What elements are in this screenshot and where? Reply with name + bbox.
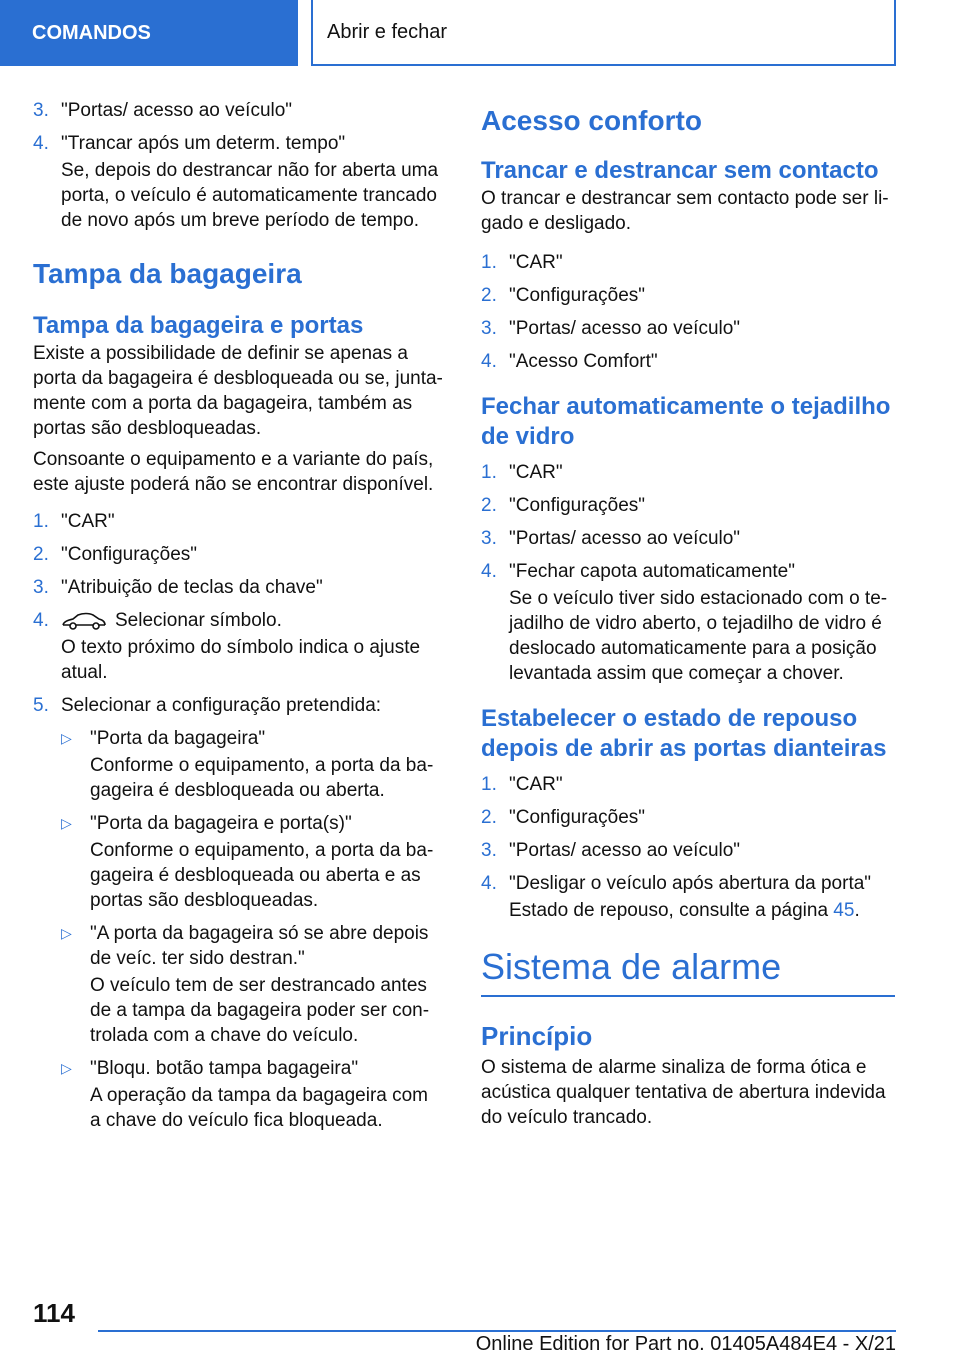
list-number: 3.: [481, 528, 497, 549]
paragraph: Consoante o equipamento e a variante do país, este ajuste poderá não se encontrar disponível.: [33, 449, 434, 495]
list-number: 3.: [481, 840, 497, 861]
list-number: 5.: [33, 695, 49, 716]
list-text: "Portas/ acesso ao veículo": [509, 528, 741, 549]
list-text: "CAR": [509, 774, 563, 795]
option-item: [61, 811, 443, 836]
list-number: 1.: [481, 462, 497, 483]
list-item: [33, 131, 443, 156]
subheading-trunk-doors: Tampa da bagageira e portas: [33, 312, 364, 339]
subheading-keyless: Trancar e destrancar sem contacto: [481, 157, 879, 184]
car-icon: [61, 611, 107, 631]
option-description: A operação da tampa da bagageira com a chave do veículo fica bloqueada.: [90, 1085, 429, 1131]
list-number: 3.: [33, 577, 49, 598]
option-label: "Porta da bagageira": [90, 728, 266, 749]
list-number: 2.: [481, 495, 497, 516]
edition-note: Online Edition for Part no. 01405A484E4 - X/21: [475, 1333, 896, 1355]
triangle-bullet-icon: ▷: [61, 815, 72, 831]
list-number: 1.: [481, 774, 497, 795]
option-label: "A porta da bagageira só se abre depois de veíc. ter sido destran.": [90, 923, 429, 969]
list-item: [481, 772, 895, 797]
list-text: Selecionar a configuração pretendida:: [61, 695, 382, 716]
left-column: [33, 98, 443, 1141]
list-item: [33, 509, 443, 534]
footer-divider: [98, 1330, 896, 1332]
heading-trunk: Tampa da bagageira: [33, 258, 302, 289]
list-text: "Configurações": [509, 807, 646, 828]
list-number: 1.: [481, 252, 497, 273]
paragraph: O trancar e destrancar sem contacto pode ser li-gado e desligado.: [481, 188, 889, 234]
list-text: "CAR": [61, 511, 115, 532]
list-item: [33, 608, 443, 633]
list-item: [481, 559, 895, 584]
list-number: 2.: [481, 807, 497, 828]
list-item: [481, 871, 895, 896]
list-text: "Configurações": [61, 544, 198, 565]
list-text: "CAR": [509, 462, 563, 483]
list-item: [481, 493, 895, 518]
list-item: [481, 349, 895, 374]
list-number: 4.: [33, 133, 49, 154]
list-number: 3.: [33, 100, 49, 121]
list-number: 2.: [33, 544, 49, 565]
list-text: Selecionar símbolo.: [115, 610, 282, 631]
option-item: [61, 921, 443, 971]
triangle-bullet-icon: ▷: [61, 730, 72, 746]
list-text: "Portas/ acesso ao veículo": [509, 840, 741, 861]
list-item: [33, 98, 443, 123]
subheading-glass-roof: Fechar automaticamente o tejadilho de vidro: [481, 393, 891, 450]
page-reference-link[interactable]: 45: [833, 900, 855, 921]
list-text: "Acesso Comfort": [509, 351, 658, 372]
subheading-standby: Estabelecer o estado de repouso depois de abrir as portas dianteiras: [481, 705, 887, 762]
list-item: [481, 838, 895, 863]
page-number: 114: [33, 1298, 75, 1328]
list-item: [481, 316, 895, 341]
list-item: [481, 250, 895, 275]
list-item: [481, 283, 895, 308]
period: .: [854, 900, 860, 921]
list-number: 1.: [33, 511, 49, 532]
option-item: [61, 1056, 443, 1081]
list-text: "Desligar o veículo após abertura da porta": [509, 873, 872, 894]
chapter-heading-alarm: Sistema de alarme: [481, 945, 895, 997]
list-item: [481, 526, 895, 551]
option-item: [61, 726, 443, 751]
list-text: "Configurações": [509, 285, 646, 306]
list-number: 4.: [481, 561, 497, 582]
list-text: "Trancar após um determ. tempo": [61, 133, 346, 154]
list-item: [481, 805, 895, 830]
list-text: "Portas/ acesso ao veículo": [61, 100, 293, 121]
paragraph: O sistema de alarme sinaliza de forma ótica e acústica qualquer tentativa de abertura indevida do veículo trancado.: [481, 1057, 886, 1128]
subheading-principle: Princípio: [481, 1021, 593, 1051]
list-text: "Portas/ acesso ao veículo": [509, 318, 741, 339]
option-label: "Bloqu. botão tampa bagageira": [90, 1058, 359, 1079]
list-number: 4.: [481, 351, 497, 372]
right-column: [481, 98, 895, 1136]
list-description: O texto próximo do símbolo indica o ajuste atual.: [61, 637, 421, 683]
list-text: "CAR": [509, 252, 563, 273]
list-text: "Atribuição de teclas da chave": [61, 577, 323, 598]
list-item: [33, 542, 443, 567]
list-description: Se, depois do destrancar não for aberta uma porta, o veículo é automaticamente trancado de novo após um breve período de tempo.: [61, 160, 439, 231]
list-number: 2.: [481, 285, 497, 306]
heading-comfort-access: Acesso conforto: [481, 105, 702, 136]
option-description: O veículo tem de ser destrancado antes de a tampa da bagageira poder ser con-trolada com a chave do veículo.: [90, 975, 430, 1046]
triangle-bullet-icon: ▷: [61, 1060, 72, 1076]
paragraph: Existe a possibilidade de definir se apenas a porta da bagageira é desbloqueada ou se, junta-mente com a porta da bagageira, também as portas são desbloqueadas.: [33, 343, 443, 439]
chapter-tab: COMANDOS: [0, 0, 298, 66]
option-label: "Porta da bagageira e porta(s)": [90, 813, 352, 834]
triangle-bullet-icon: ▷: [61, 925, 72, 941]
list-description: [481, 898, 895, 923]
section-title: Abrir e fechar: [311, 0, 896, 66]
list-item: [481, 460, 895, 485]
option-description: Conforme o equipamento, a porta da ba-gageira é desbloqueada ou aberta e as portas são desbloqueadas.: [90, 840, 434, 911]
list-number: 4.: [33, 610, 49, 631]
list-item: [33, 575, 443, 600]
standby-desc-text: Estado de repouso, consulte a página: [509, 900, 829, 921]
option-description: Conforme o equipamento, a porta da ba-gageira é desbloqueada ou aberta.: [90, 755, 434, 801]
list-text: "Fechar capota automaticamente": [509, 561, 795, 582]
list-item: [33, 693, 443, 718]
list-number: 3.: [481, 318, 497, 339]
list-description: Se o veículo tiver sido estacionado com o te-jadilho de vidro aberto, o tejadilho de vidro é deslocado automaticamente para a posição levantada assim que começar a chover.: [509, 588, 888, 684]
list-number: 4.: [481, 873, 497, 894]
list-text: "Configurações": [509, 495, 646, 516]
